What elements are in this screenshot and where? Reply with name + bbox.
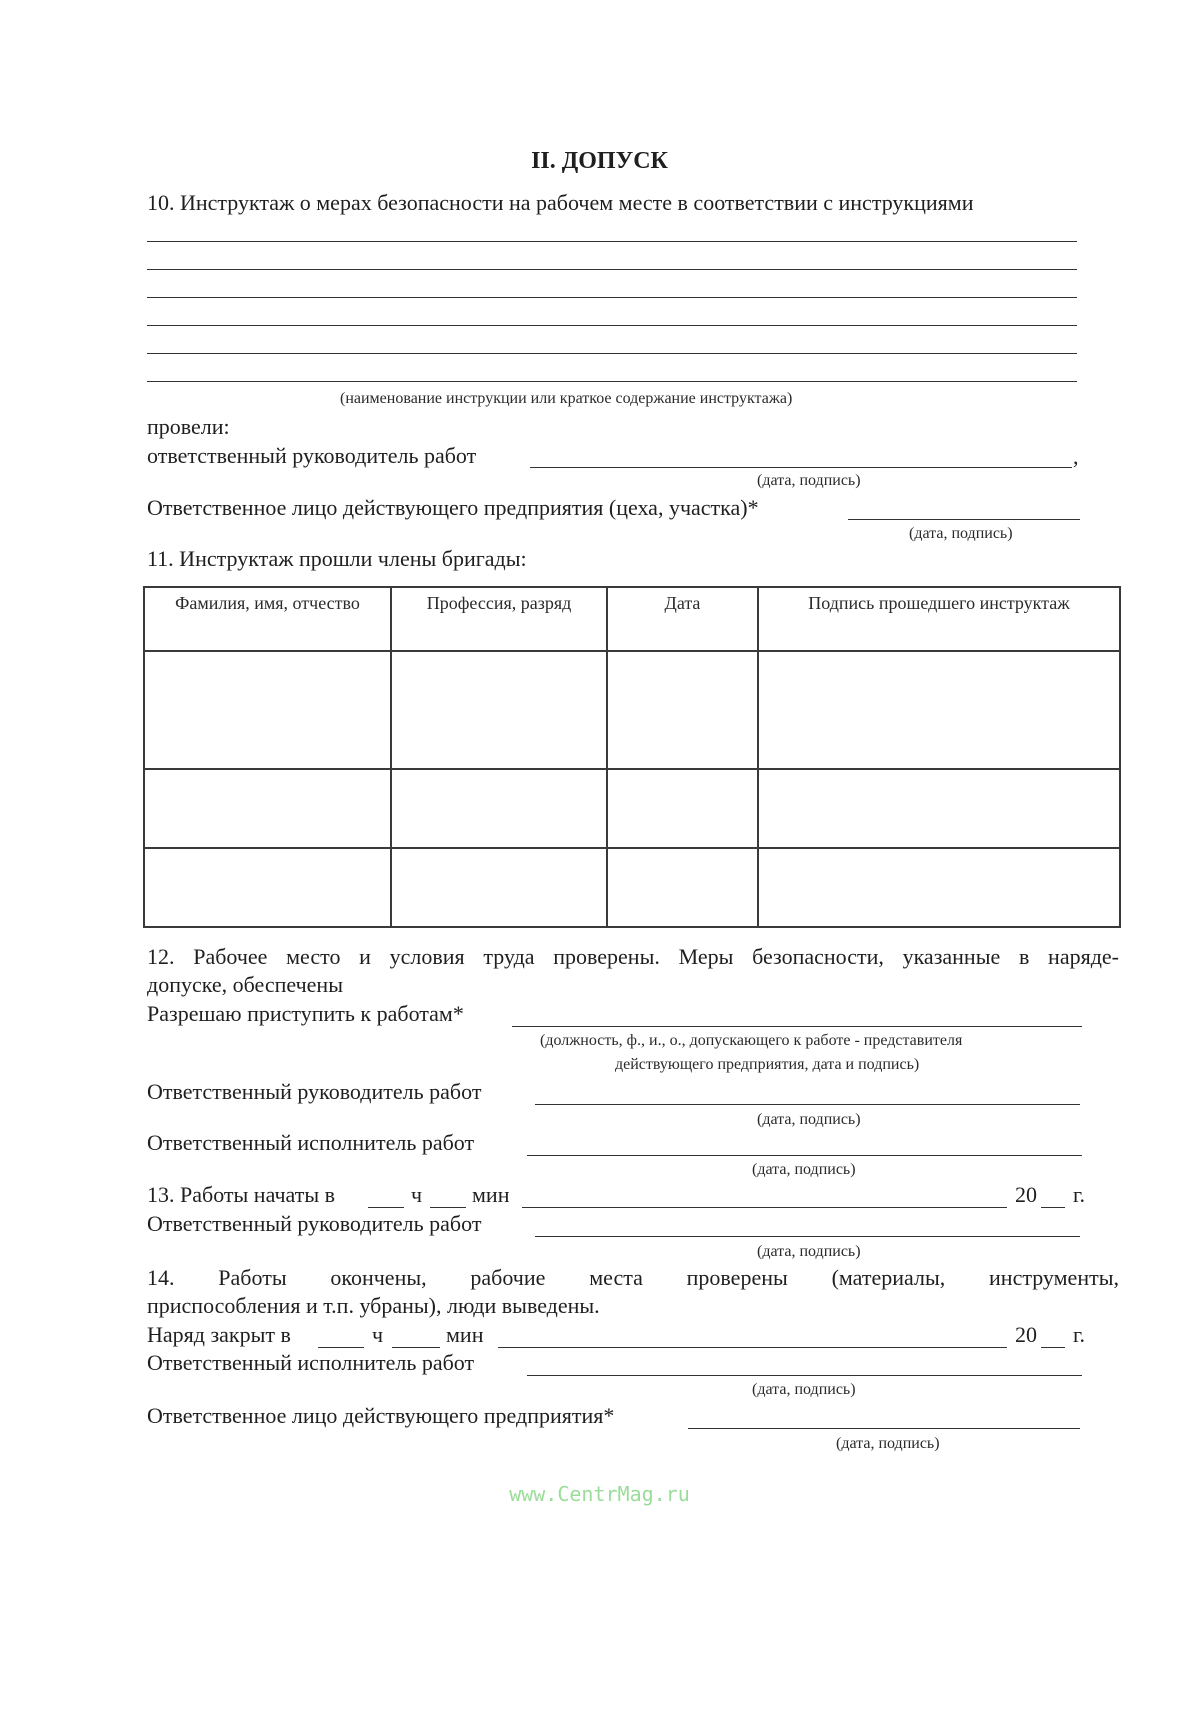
table-cell[interactable] [144,651,391,769]
closed-year-prefix: 20 [1015,1322,1037,1347]
item-12-manager-label: Ответственный руководитель работ [147,1079,482,1104]
column-header-profession: Профессия, разряд [391,587,607,651]
instruction-caption: (наименование инструкции или краткое содержание инструктажа) [340,390,793,407]
item-14-enterprise-caption: (дата, подпись) [836,1435,940,1452]
table-row [144,651,1120,769]
item-12-executor-label: Ответственный исполнитель работ [147,1130,475,1155]
closed-prefix: Наряд закрыт в [147,1322,291,1347]
start-year-field[interactable] [1041,1207,1065,1208]
item-13-manager-caption: (дата, подпись) [757,1243,861,1260]
table-cell[interactable] [758,848,1120,927]
closed-minutes-field[interactable] [392,1347,440,1348]
start-year-suffix: г. [1073,1182,1086,1207]
column-header-signature: Подпись прошедшего инструктаж [758,587,1120,651]
table-cell[interactable] [144,848,391,927]
table-cell[interactable] [391,651,607,769]
start-year-prefix: 20 [1015,1182,1037,1207]
item-13-manager-field[interactable] [535,1236,1080,1237]
table-cell[interactable] [144,769,391,848]
instruction-line-2[interactable] [147,269,1077,270]
item-14-line-1: 14. Работы окончены, рабочие места проверены (материалы, инструменты, [147,1265,1119,1290]
permit-caption-1: (должность, ф., и., о., допускающего к работе - представителя [540,1032,963,1049]
table-row [144,769,1120,848]
closed-hours-field[interactable] [318,1347,364,1348]
item-12-executor-field[interactable] [527,1155,1082,1156]
table-cell[interactable] [758,769,1120,848]
item-13-prefix: 13. Работы начаты в [147,1182,335,1207]
conducted-label: провели: [147,414,230,439]
permit-signature-field[interactable] [512,1026,1082,1027]
item-12-line-1: 12. Рабочее место и условия труда проверены. Меры безопасности, указанные в наряде- [147,944,1119,969]
table-row [144,848,1120,927]
closed-year-field[interactable] [1041,1347,1065,1348]
closed-minutes-unit: мин [446,1322,484,1347]
closed-hours-unit: ч [372,1322,384,1347]
footer-url: www.CentrMag.ru [509,1482,690,1506]
table-cell[interactable] [607,651,758,769]
table-cell[interactable] [607,769,758,848]
manager-label: ответственный руководитель работ [147,443,477,468]
start-hours-field[interactable] [368,1207,404,1208]
manager-signature-field[interactable] [530,467,1072,468]
item-12-line-2: допуске, обеспечены [147,972,343,997]
closed-date-field[interactable] [498,1347,1007,1348]
item-12-manager-field[interactable] [535,1104,1080,1105]
enterprise-signature-field[interactable] [848,519,1080,520]
column-header-name: Фамилия, имя, отчество [144,587,391,651]
instruction-line-6[interactable] [147,381,1077,382]
table-cell[interactable] [391,769,607,848]
item-14-enterprise-label: Ответственное лицо действующего предприятия* [147,1403,615,1428]
instruction-line-1[interactable] [147,241,1077,242]
item-11-text: 11. Инструктаж прошли члены бригады: [147,546,527,571]
section-title: II. ДОПУСК [531,148,668,174]
item-14-executor-label: Ответственный исполнитель работ [147,1350,475,1375]
item-12-manager-caption: (дата, подпись) [757,1111,861,1128]
instruction-line-3[interactable] [147,297,1077,298]
item-14-executor-field[interactable] [527,1375,1082,1376]
table-cell[interactable] [758,651,1120,769]
table-cell[interactable] [607,848,758,927]
start-hours-unit: ч [411,1182,423,1207]
manager-caption: (дата, подпись) [757,472,861,489]
enterprise-label: Ответственное лицо действующего предприятия (цеха, участка)* [147,495,759,520]
item-14-enterprise-field[interactable] [688,1428,1080,1429]
item-12-executor-caption: (дата, подпись) [752,1161,856,1178]
permit-label: Разрешаю приступить к работам* [147,1001,464,1026]
item-13-manager-label: Ответственный руководитель работ [147,1211,482,1236]
start-minutes-unit: мин [472,1182,510,1207]
brigade-table [143,586,1121,928]
instruction-line-5[interactable] [147,353,1077,354]
enterprise-caption: (дата, подпись) [909,525,1013,542]
manager-trailing-comma: , [1073,444,1079,469]
item-10-text: 10. Инструктаж о мерах безопасности на рабочем месте в соответствии с инструкциями [147,190,974,215]
instruction-line-4[interactable] [147,325,1077,326]
closed-year-suffix: г. [1073,1322,1086,1347]
item-14-line-2: приспособления и т.п. убраны), люди выведены. [147,1293,600,1318]
start-minutes-field[interactable] [430,1207,466,1208]
start-date-field[interactable] [522,1207,1007,1208]
item-14-executor-caption: (дата, подпись) [752,1381,856,1398]
column-header-date: Дата [607,587,758,651]
table-header-row [144,587,1120,651]
table-cell[interactable] [391,848,607,927]
permit-caption-2: действующего предприятия, дата и подпись) [615,1056,920,1073]
